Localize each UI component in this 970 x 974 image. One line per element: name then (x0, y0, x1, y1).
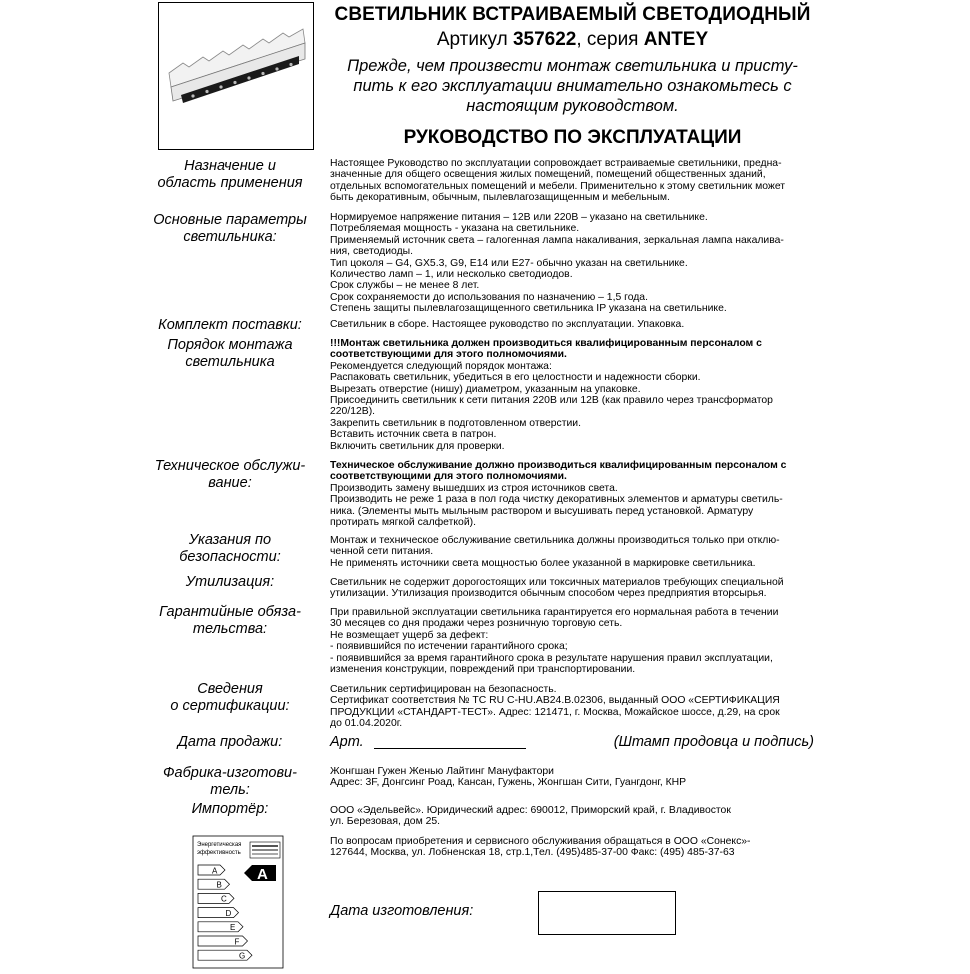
section-text-line: Сертификат соответствия № ТС RU C-HU.АВ24.В.02306, выданный ООО «СЕРТИФИКАЦИЯ (330, 695, 780, 707)
section-text-line: Вставить источник света в патрон. (330, 429, 497, 441)
recessed-light-illustration (159, 3, 312, 148)
energy-class-bar (198, 936, 248, 946)
section-text-line: Срок сохраняемости до использования по назначению – 1,5 года. (330, 291, 648, 303)
section-text (330, 460, 820, 528)
section-label-line: Утилизация: (185, 574, 275, 590)
section-text-line: - появившийся по истечении гарантийного срока; (330, 641, 568, 653)
section-text-line: соответствующими для этого полномочиями. (330, 349, 567, 361)
section-label-line: тельства: (192, 621, 268, 637)
section-text (330, 607, 820, 675)
section-text-line: Присоединить светильник к сети питания 220В или 12В (как правило через трансформатор (330, 395, 773, 407)
energy-class-bar (198, 893, 234, 903)
series-name: ANTEY (643, 29, 709, 50)
section-label (146, 574, 314, 591)
energy-efficiency-chart (192, 835, 284, 969)
section-label (146, 158, 314, 192)
section-label-line: Комплект поставки: (158, 317, 302, 333)
section-text-line: отдельных вспомогательных помещений и мебели. Применительно к этому светильник может (330, 180, 786, 192)
stamp-note: (Штамп продовца и подпись) (613, 734, 814, 750)
section-label-line: Дата продажи: (177, 734, 283, 750)
energy-class-letter: E (230, 923, 236, 933)
section-label-line: Порядок монтажа (167, 337, 293, 353)
sale-row (330, 734, 820, 754)
article-number: 357622 (512, 29, 577, 50)
section-label-line: Импортёр: (191, 801, 269, 817)
section-text-line: ния, светодиоды. (330, 246, 414, 258)
section-text-line: соответствующими для этого полномочиями. (330, 471, 567, 483)
section-text-line: Закрепить светильник в подготовленном отверстии. (330, 417, 582, 429)
section-text-line: Монтаж и техническое обслуживание светильника должны производиться только при отклю- (330, 535, 780, 546)
section-label-line: Назначение и (184, 158, 276, 174)
section-text (330, 577, 820, 600)
section-text-line: По вопросам приобретения и сервисного обслуживания обращаться в ООО «Сонекс»- (330, 836, 751, 847)
section-text-line: Не применять источники света мощностью более указанной в маркировке светильника. (330, 557, 756, 569)
art-signature-line (374, 748, 526, 749)
section-label (146, 317, 314, 334)
energy-class-letter: B (216, 880, 222, 890)
energy-class-letter: G (239, 951, 246, 961)
section-text-line: до 01.04.2020г. (330, 718, 403, 730)
section-text-line: - появившийся за время гарантийного срока в результате нарушения правил эксплуатации, (330, 652, 773, 664)
section-text (330, 212, 820, 315)
energy-class-bar (198, 922, 243, 932)
section-label-line: светильника: (183, 229, 277, 245)
energy-efficiency-label (192, 835, 284, 969)
section-label-line: Указания по (188, 532, 272, 548)
energy-class-bar (198, 879, 230, 889)
section-text-line: Количество ламп – 1, или несколько светодиодов. (330, 269, 573, 281)
section-text-line: Не возмещает ущерб за дефект: (330, 629, 489, 641)
section-text (330, 158, 820, 204)
section-text-line: 30 месяцев со дня продажи через розничную торговую сеть. (330, 618, 623, 630)
section-text-line: Светильник сертифицирован на безопасность. (330, 684, 557, 695)
section-label-line: Сведения (197, 681, 263, 697)
energy-scale-strip (252, 853, 278, 855)
section-label-line: Техническое обслужи- (154, 458, 306, 474)
section-text-line: Производить замену вышедших из строя источников света. (330, 482, 618, 494)
section-text (330, 338, 820, 452)
energy-scale-strip (252, 845, 278, 847)
energy-rating-letter: A (257, 866, 268, 883)
section-label-line: светильника (185, 354, 275, 370)
section-text-line: ника. (Элементы мыть мыльным раствором и высушивать перед установкой. Арматуру (330, 505, 754, 517)
section-text-line: Потребляемая мощность - указана на светильнике. (330, 223, 580, 235)
section-text-line: ООО «Эдельвейс». Юридический адрес: 690012, Приморский край, г. Владивосток (330, 805, 731, 816)
section-text-line: ченной сети питания. (330, 546, 434, 558)
section-text-line: Адрес: 3F, Донгсинг Роад, Кансан, Гужень, Жонгшан Сити, Гуангдонг, КНР (330, 777, 687, 789)
section-label (146, 765, 314, 799)
section-text-line: Включить светильник для проверки. (330, 440, 505, 452)
section-text-line: Нормируемое напряжение питания – 12В или 220В – указано на светильнике. (330, 212, 708, 223)
section-text-line: ПРОДУКЦИИ «СТАНДАРТ-ТЕСТ». Адрес: 121471, г. Москва, Можайское шоссе, д.29, на срок (330, 706, 780, 718)
energy-class-letter: A (212, 866, 218, 876)
section-label (146, 337, 314, 371)
section-text-line: значенные для общего освещения жилых помещений, помещений общественных зданий, (330, 169, 766, 181)
manufacture-date-label: Дата изготовления: (330, 903, 474, 919)
section-text (330, 836, 820, 859)
section-label (146, 532, 314, 566)
section-text-line: 127644, Москва, ул. Лобненская 18, стр.1,Тел. (495)485-37-00 Факс: (495) 485-37-63 (330, 847, 735, 859)
energy-scale-strip (252, 849, 278, 851)
section-label-line: область применения (157, 175, 303, 191)
product-title: СВЕТИЛЬНИК ВСТРАИВАЕМЫЙ СВЕТОДИОДНЫЙ (334, 4, 811, 25)
section-text-line: Срок службы – не менее 8 лет. (330, 280, 480, 292)
energy-class-letter: D (225, 908, 232, 918)
section-text-line: Техническое обслуживание должно производиться квалифицированным персоналом с (330, 460, 787, 471)
section-label (146, 681, 314, 715)
section-text-line: быть декоративным, обычным, пылевлагозащищенным и мебельным. (330, 192, 670, 204)
energy-class-letter: C (221, 894, 227, 904)
section-text-line: протирать мягкой салфеткой). (330, 517, 476, 529)
section-text-line: Настоящее Руководство по эксплуатации сопровождает встраиваемые светильники, предна- (330, 158, 782, 169)
section-text-line: При правильной эксплуатации светильника гарантируется его нормальная работа в течении (330, 607, 779, 618)
section-label-line: безопасности: (179, 549, 281, 565)
energy-class-bar (198, 908, 239, 918)
energy-title-1: Энергетическая (197, 842, 242, 848)
section-text-line: Светильник в сборе. Настоящее руководство по эксплуатации. Упаковка. (330, 319, 685, 330)
section-label-line: тель: (210, 782, 250, 798)
section-text (330, 766, 820, 789)
article-line: Артикул 357622, серия ANTEY (436, 29, 709, 50)
manual-title: РУКОВОДСТВО ПО ЭКСПЛУАТАЦИИ (403, 127, 742, 148)
section-text-line: Жонгшан Гужен Женью Лайтинг Мануфактори (330, 766, 554, 777)
section-text (330, 805, 820, 828)
product-photo (158, 2, 314, 150)
section-text-line: Распаковать светильник, убедиться в его целостности и надежности сборки. (330, 372, 701, 384)
section-text-line: Применяемый источник света – галогенная лампа накаливания, зеркальная лампа накалива- (330, 234, 784, 246)
art-label: Арт. (330, 734, 364, 750)
energy-class-letter: F (234, 937, 240, 947)
section-label (146, 604, 314, 638)
section-text-line: утилизации. Утилизация производится обычным способом через предприятия вторсырья. (330, 588, 767, 600)
section-label-line: о сертификации: (170, 698, 290, 714)
section-label-line: Гарантийные обяза- (159, 604, 301, 620)
section-text-line: Степень защиты пылевлагозащищенного светильника IP указана на светильнике. (330, 303, 727, 315)
section-label (146, 734, 314, 751)
section-label (146, 458, 314, 492)
pre-install-note: Прежде, чем произвести монтаж светильника и присту- пить к его эксплуатации внимательно ознакомьтесь с настоящим руководством. (347, 57, 798, 115)
manufacture-date-box (538, 891, 676, 935)
energy-title-2: эффективность (197, 850, 241, 856)
section-label-line: Фабрика-изготови- (163, 765, 297, 781)
section-text-line: изменения конструкции, повреждений при транспортировании. (330, 664, 636, 676)
section-text-line: Вырезать отверстие (нишу) диаметром, указанным на упаковке. (330, 383, 641, 395)
section-text-line: 220/12В). (330, 406, 376, 418)
section-label-line: вание: (208, 475, 252, 491)
section-text (330, 319, 820, 330)
section-text-line: Рекомендуется следующий порядок монтажа: (330, 360, 552, 372)
section-text-line: Тип цоколя – G4, GX5.3, G9, E14 или E27- обычно указан на светильнике. (330, 257, 688, 269)
section-label (146, 212, 314, 246)
section-text (330, 684, 820, 730)
section-text-line: !!!Монтаж светильника должен производиться квалифицированным персоналом с (330, 338, 762, 349)
section-text-line: Производить не реже 1 раза в пол года чистку декоративных элементов и арматуры светиль- (330, 494, 783, 506)
section-text (330, 535, 820, 569)
section-text-line: ул. Березовая, дом 25. (330, 816, 441, 828)
section-label (146, 801, 314, 818)
section-text-line: Светильник не содержит дорогостоящих или токсичных материалов требующих специальной (330, 577, 784, 588)
section-label-line: Основные параметры (153, 212, 307, 228)
